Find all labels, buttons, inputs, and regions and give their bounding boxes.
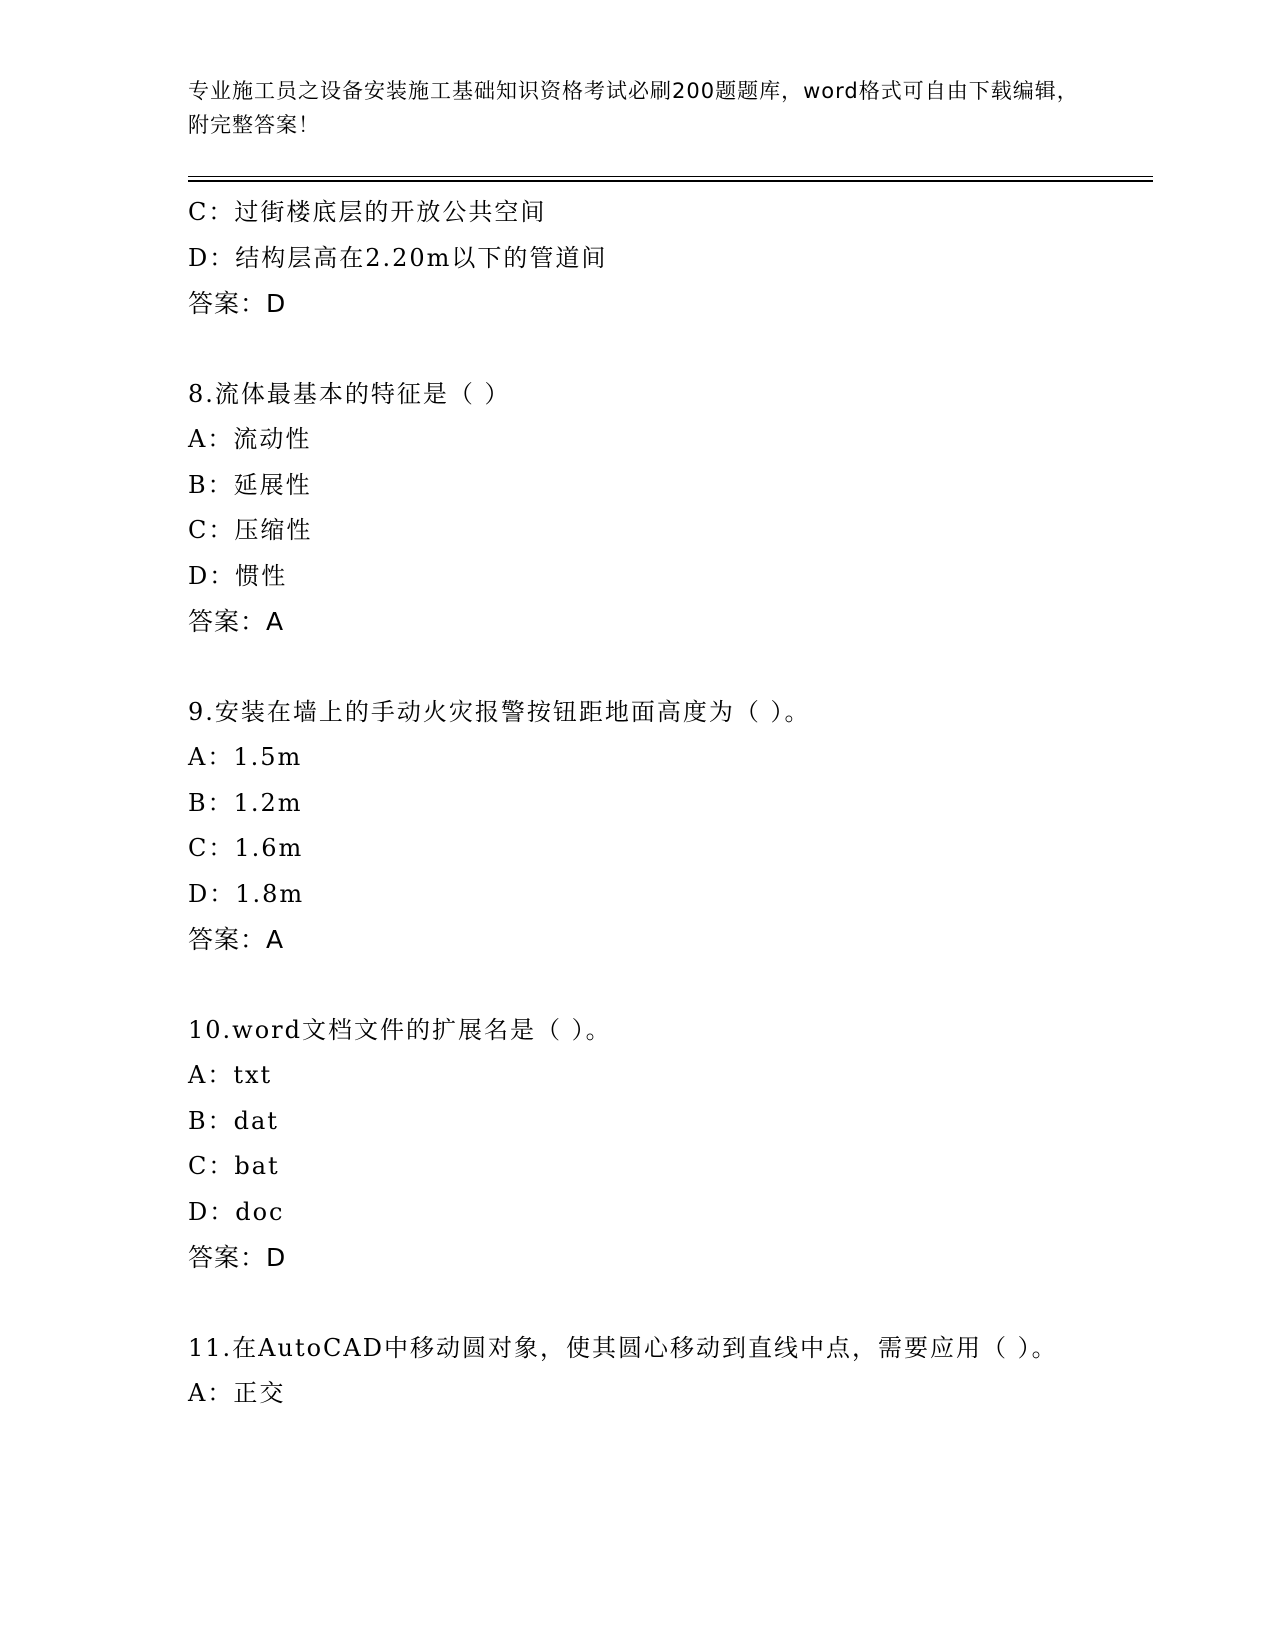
option-b: B：延展性: [188, 470, 312, 499]
question-9: [188, 690, 1088, 963]
answer-line: 答案：A: [188, 607, 285, 636]
option-a: A：正交: [188, 1379, 286, 1407]
question-stem: 9.安装在墙上的手动火灾报警按钮距地面高度为（ ）。: [188, 697, 811, 726]
question-10: [188, 1008, 1088, 1281]
option-c: C：bat: [188, 1152, 280, 1180]
option-a: A：流动性: [188, 425, 312, 453]
option-b: B：1.2m: [188, 788, 303, 817]
question-stem: 8.流体最基本的特征是（ ）: [188, 379, 511, 408]
option-a: A：1.5m: [188, 743, 303, 771]
question-11: [188, 1326, 1088, 1417]
spacer: [188, 963, 1088, 1008]
header-divider-thick: [188, 180, 1153, 182]
spacer: [188, 645, 1088, 690]
question-7: [188, 190, 1088, 327]
option-d: D：1.8m: [188, 879, 305, 908]
option-a: A：txt: [188, 1061, 273, 1089]
option-c: C：压缩性: [188, 516, 313, 544]
question-stem: 11.在AutoCAD中移动圆对象，使其圆心移动到直线中点，需要应用（ ）。: [188, 1333, 1058, 1362]
document-header: 专业施工员之设备安装施工基础知识资格考试必刷200题题库，word格式可自由下载编辑，附完整答案！: [188, 79, 1079, 137]
option-d: D：结构层高在2.20m以下的管道间: [188, 243, 608, 272]
option-b: B：dat: [188, 1106, 279, 1135]
answer-line: 答案：D: [188, 289, 287, 318]
question-list: [188, 190, 1088, 1417]
option-c: C：过街楼底层的开放公共空间: [188, 198, 547, 226]
option-c: C：1.6m: [188, 834, 304, 862]
answer-line: 答案：D: [188, 1243, 287, 1272]
option-d: D：惯性: [188, 561, 288, 590]
header-divider-thin: [188, 176, 1153, 177]
answer-line: 答案：A: [188, 925, 285, 954]
question-stem: 10.word文档文件的扩展名是（ ）。: [188, 1015, 612, 1044]
spacer: [188, 1281, 1088, 1326]
question-8: [188, 372, 1088, 645]
option-d: D：doc: [188, 1197, 285, 1226]
spacer: [188, 327, 1088, 372]
